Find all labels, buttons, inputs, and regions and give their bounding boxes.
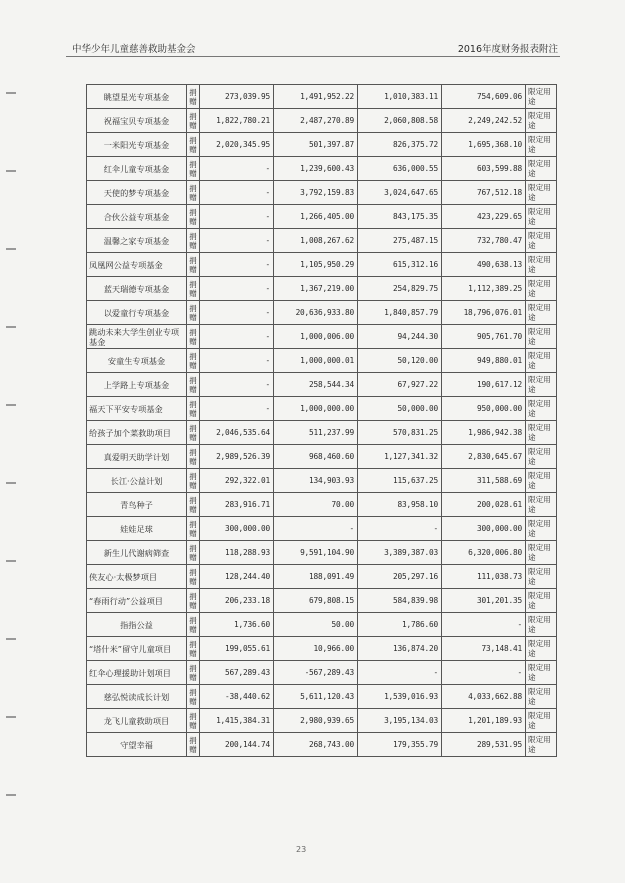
closing-balance-cell: 2,249,242.52: [442, 109, 526, 133]
binding-mark: [6, 248, 16, 250]
opening-balance-cell: -: [200, 373, 274, 397]
fund-name-cell: 真爱明天助学计划: [87, 445, 187, 469]
restriction-cell: 限定用途: [526, 397, 557, 421]
restriction-cell: 限定用途: [526, 349, 557, 373]
restriction-cell: 限定用途: [526, 541, 557, 565]
opening-balance-cell: -38,440.62: [200, 685, 274, 709]
decrease-cell: 826,375.72: [358, 133, 442, 157]
header-report-title: 2016年度财务报表附注: [457, 44, 558, 55]
fund-type-cell: 捐赠: [187, 253, 200, 277]
opening-balance-cell: -: [200, 181, 274, 205]
closing-balance-cell: 301,201.35: [442, 589, 526, 613]
fund-name-cell: 跳动未来大学生创业专项基金: [87, 325, 187, 349]
restriction-cell: 限定用途: [526, 493, 557, 517]
opening-balance-cell: -: [200, 397, 274, 421]
decrease-cell: 3,024,647.65: [358, 181, 442, 205]
fund-type-cell: 捐赠: [187, 541, 200, 565]
closing-balance-cell: 1,695,368.10: [442, 133, 526, 157]
decrease-cell: 1,010,383.11: [358, 85, 442, 109]
binding-mark: [6, 716, 16, 718]
decrease-cell: 254,829.75: [358, 277, 442, 301]
fund-name-cell: 合伙公益专项基金: [87, 205, 187, 229]
opening-balance-cell: 567,289.43: [200, 661, 274, 685]
fund-type-cell: 捐赠: [187, 349, 200, 373]
increase-cell: 50.00: [274, 613, 358, 637]
closing-balance-cell: 289,531.95: [442, 733, 526, 757]
closing-balance-cell: 905,761.70: [442, 325, 526, 349]
fund-name-cell: 长江·公益计划: [87, 469, 187, 493]
fund-table: [86, 84, 557, 757]
table-row: [87, 325, 557, 349]
fund-name-cell: 天使的梦专项基金: [87, 181, 187, 205]
decrease-cell: -: [358, 517, 442, 541]
fund-type-cell: 捐赠: [187, 685, 200, 709]
opening-balance-cell: 1,736.60: [200, 613, 274, 637]
decrease-cell: 83,958.10: [358, 493, 442, 517]
opening-balance-cell: 300,000.00: [200, 517, 274, 541]
fund-name-cell: 安童生专项基金: [87, 349, 187, 373]
table-row: [87, 85, 557, 109]
increase-cell: 20,636,933.80: [274, 301, 358, 325]
fund-name-cell: 眺望星光专项基金: [87, 85, 187, 109]
table-row: [87, 445, 557, 469]
closing-balance-cell: 754,609.06: [442, 85, 526, 109]
closing-balance-cell: 767,512.18: [442, 181, 526, 205]
fund-type-cell: 捐赠: [187, 325, 200, 349]
decrease-cell: 1,127,341.32: [358, 445, 442, 469]
fund-type-cell: 捐赠: [187, 373, 200, 397]
increase-cell: 3,792,159.83: [274, 181, 358, 205]
increase-cell: 10,966.00: [274, 637, 358, 661]
fund-name-cell: 一米阳光专项基金: [87, 133, 187, 157]
table-row: [87, 733, 557, 757]
restriction-cell: 限定用途: [526, 85, 557, 109]
binding-mark: [6, 482, 16, 484]
decrease-cell: 1,539,016.93: [358, 685, 442, 709]
decrease-cell: 115,637.25: [358, 469, 442, 493]
restriction-cell: 限定用途: [526, 157, 557, 181]
increase-cell: 1,491,952.22: [274, 85, 358, 109]
table-row: [87, 301, 557, 325]
closing-balance-cell: -: [442, 661, 526, 685]
table-row: [87, 469, 557, 493]
opening-balance-cell: -: [200, 229, 274, 253]
decrease-cell: 1,840,857.79: [358, 301, 442, 325]
decrease-cell: 636,000.55: [358, 157, 442, 181]
binding-mark: [6, 326, 16, 328]
decrease-cell: 1,786.60: [358, 613, 442, 637]
restriction-cell: 限定用途: [526, 445, 557, 469]
fund-type-cell: 捐赠: [187, 205, 200, 229]
opening-balance-cell: 2,020,345.95: [200, 133, 274, 157]
table-row: [87, 589, 557, 613]
opening-balance-cell: 200,144.74: [200, 733, 274, 757]
decrease-cell: 205,297.16: [358, 565, 442, 589]
decrease-cell: 67,927.22: [358, 373, 442, 397]
fund-type-cell: 捐赠: [187, 661, 200, 685]
decrease-cell: 3,195,134.03: [358, 709, 442, 733]
increase-cell: -: [274, 517, 358, 541]
decrease-cell: 50,000.00: [358, 397, 442, 421]
fund-type-cell: 捐赠: [187, 277, 200, 301]
restriction-cell: 限定用途: [526, 205, 557, 229]
fund-type-cell: 捐赠: [187, 397, 200, 421]
binding-mark: [6, 794, 16, 796]
decrease-cell: 94,244.30: [358, 325, 442, 349]
fund-name-cell: 福天下平安专项基金: [87, 397, 187, 421]
decrease-cell: 615,312.16: [358, 253, 442, 277]
increase-cell: 1,000,000.01: [274, 349, 358, 373]
restriction-cell: 限定用途: [526, 133, 557, 157]
increase-cell: 1,000,000.00: [274, 397, 358, 421]
fund-type-cell: 捐赠: [187, 229, 200, 253]
increase-cell: -567,289.43: [274, 661, 358, 685]
fund-name-cell: 上学路上专项基金: [87, 373, 187, 397]
table-row: [87, 181, 557, 205]
restriction-cell: 限定用途: [526, 109, 557, 133]
table-row: [87, 613, 557, 637]
fund-name-cell: 给孩子加个菜救助项目: [87, 421, 187, 445]
opening-balance-cell: 292,322.01: [200, 469, 274, 493]
decrease-cell: 179,355.79: [358, 733, 442, 757]
closing-balance-cell: 111,038.73: [442, 565, 526, 589]
opening-balance-cell: 1,822,780.21: [200, 109, 274, 133]
fund-type-cell: 捐赠: [187, 733, 200, 757]
fund-name-cell: 红伞心理援助计划项目: [87, 661, 187, 685]
increase-cell: 5,611,120.43: [274, 685, 358, 709]
decrease-cell: 136,874.20: [358, 637, 442, 661]
increase-cell: 511,237.99: [274, 421, 358, 445]
restriction-cell: 限定用途: [526, 229, 557, 253]
fund-name-cell: 温馨之家专项基金: [87, 229, 187, 253]
opening-balance-cell: 1,415,384.31: [200, 709, 274, 733]
decrease-cell: -: [358, 661, 442, 685]
fund-type-cell: 捐赠: [187, 613, 200, 637]
fund-name-cell: “春雨行动”公益项目: [87, 589, 187, 613]
restriction-cell: 限定用途: [526, 517, 557, 541]
increase-cell: 501,397.87: [274, 133, 358, 157]
fund-type-cell: 捐赠: [187, 469, 200, 493]
fund-type-cell: 捐赠: [187, 133, 200, 157]
fund-type-cell: 捐赠: [187, 493, 200, 517]
increase-cell: 1,367,219.00: [274, 277, 358, 301]
increase-cell: 1,239,600.43: [274, 157, 358, 181]
closing-balance-cell: 603,599.88: [442, 157, 526, 181]
fund-type-cell: 捐赠: [187, 565, 200, 589]
restriction-cell: 限定用途: [526, 565, 557, 589]
restriction-cell: 限定用途: [526, 589, 557, 613]
closing-balance-cell: 2,830,645.67: [442, 445, 526, 469]
fund-name-cell: 祝福宝贝专项基金: [87, 109, 187, 133]
closing-balance-cell: 18,796,076.01: [442, 301, 526, 325]
restriction-cell: 限定用途: [526, 613, 557, 637]
increase-cell: 679,808.15: [274, 589, 358, 613]
fund-type-cell: 捐赠: [187, 301, 200, 325]
decrease-cell: 275,487.15: [358, 229, 442, 253]
fund-name-cell: 蓝天瑞德专项基金: [87, 277, 187, 301]
decrease-cell: 584,839.98: [358, 589, 442, 613]
closing-balance-cell: 949,880.01: [442, 349, 526, 373]
restriction-cell: 限定用途: [526, 733, 557, 757]
fund-table-body: [87, 85, 557, 757]
opening-balance-cell: 118,288.93: [200, 541, 274, 565]
table-row: [87, 565, 557, 589]
closing-balance-cell: 200,028.61: [442, 493, 526, 517]
table-row: [87, 229, 557, 253]
decrease-cell: 3,389,387.03: [358, 541, 442, 565]
fund-type-cell: 捐赠: [187, 709, 200, 733]
table-row: [87, 157, 557, 181]
opening-balance-cell: -: [200, 349, 274, 373]
opening-balance-cell: 2,046,535.64: [200, 421, 274, 445]
increase-cell: 188,091.49: [274, 565, 358, 589]
closing-balance-cell: 950,000.00: [442, 397, 526, 421]
opening-balance-cell: 199,055.61: [200, 637, 274, 661]
restriction-cell: 限定用途: [526, 253, 557, 277]
table-row: [87, 493, 557, 517]
fund-type-cell: 捐赠: [187, 589, 200, 613]
header-org-name: 中华少年儿童慈善救助基金会: [72, 44, 196, 55]
restriction-cell: 限定用途: [526, 661, 557, 685]
opening-balance-cell: -: [200, 325, 274, 349]
fund-name-cell: 青鸟种子: [87, 493, 187, 517]
increase-cell: 1,008,267.62: [274, 229, 358, 253]
table-row: [87, 685, 557, 709]
opening-balance-cell: -: [200, 301, 274, 325]
fund-name-cell: 守望幸福: [87, 733, 187, 757]
restriction-cell: 限定用途: [526, 421, 557, 445]
increase-cell: 2,980,939.65: [274, 709, 358, 733]
opening-balance-cell: -: [200, 277, 274, 301]
fund-type-cell: 捐赠: [187, 157, 200, 181]
fund-name-cell: 新生儿代谢病筛查: [87, 541, 187, 565]
fund-type-cell: 捐赠: [187, 109, 200, 133]
table-row: [87, 349, 557, 373]
decrease-cell: 2,060,808.58: [358, 109, 442, 133]
fund-type-cell: 捐赠: [187, 517, 200, 541]
table-row: [87, 421, 557, 445]
table-row: [87, 277, 557, 301]
fund-name-cell: 以爱童行专项基金: [87, 301, 187, 325]
opening-balance-cell: 128,244.40: [200, 565, 274, 589]
fund-type-cell: 捐赠: [187, 85, 200, 109]
closing-balance-cell: 490,638.13: [442, 253, 526, 277]
closing-balance-cell: 1,201,189.93: [442, 709, 526, 733]
opening-balance-cell: 273,039.95: [200, 85, 274, 109]
table-row: [87, 253, 557, 277]
restriction-cell: 限定用途: [526, 469, 557, 493]
fund-type-cell: 捐赠: [187, 181, 200, 205]
binding-mark: [6, 404, 16, 406]
closing-balance-cell: 1,986,942.38: [442, 421, 526, 445]
closing-balance-cell: 6,320,006.80: [442, 541, 526, 565]
opening-balance-cell: -: [200, 157, 274, 181]
table-row: [87, 397, 557, 421]
closing-balance-cell: -: [442, 613, 526, 637]
binding-mark: [6, 560, 16, 562]
increase-cell: 9,591,104.90: [274, 541, 358, 565]
increase-cell: 2,487,270.89: [274, 109, 358, 133]
fund-name-cell: 娃娃足球: [87, 517, 187, 541]
table-row: [87, 109, 557, 133]
closing-balance-cell: 4,033,662.88: [442, 685, 526, 709]
decrease-cell: 50,120.00: [358, 349, 442, 373]
fund-name-cell: “塔什米”留守儿童项目: [87, 637, 187, 661]
fund-name-cell: 慈弘悦读成长计划: [87, 685, 187, 709]
table-row: [87, 709, 557, 733]
table-row: [87, 661, 557, 685]
closing-balance-cell: 732,780.47: [442, 229, 526, 253]
increase-cell: 70.00: [274, 493, 358, 517]
fund-name-cell: 指指公益: [87, 613, 187, 637]
fund-name-cell: 凤凰网公益专项基金: [87, 253, 187, 277]
closing-balance-cell: 73,148.41: [442, 637, 526, 661]
restriction-cell: 限定用途: [526, 637, 557, 661]
header-rule: [66, 56, 560, 57]
table-row: [87, 541, 557, 565]
opening-balance-cell: -: [200, 205, 274, 229]
restriction-cell: 限定用途: [526, 181, 557, 205]
binding-mark: [6, 92, 16, 94]
restriction-cell: 限定用途: [526, 373, 557, 397]
increase-cell: 1,266,405.00: [274, 205, 358, 229]
table-row: [87, 637, 557, 661]
binding-mark: [6, 170, 16, 172]
table-row: [87, 373, 557, 397]
restriction-cell: 限定用途: [526, 685, 557, 709]
fund-type-cell: 捐赠: [187, 445, 200, 469]
increase-cell: 1,105,950.29: [274, 253, 358, 277]
closing-balance-cell: 300,000.00: [442, 517, 526, 541]
fund-name-cell: 侠友心·太极梦项目: [87, 565, 187, 589]
page-number: 23: [296, 845, 307, 854]
opening-balance-cell: 2,989,526.39: [200, 445, 274, 469]
closing-balance-cell: 311,588.69: [442, 469, 526, 493]
opening-balance-cell: -: [200, 253, 274, 277]
opening-balance-cell: 206,233.18: [200, 589, 274, 613]
fund-type-cell: 捐赠: [187, 637, 200, 661]
fund-name-cell: 红伞儿童专项基金: [87, 157, 187, 181]
restriction-cell: 限定用途: [526, 325, 557, 349]
fund-type-cell: 捐赠: [187, 421, 200, 445]
increase-cell: 258,544.34: [274, 373, 358, 397]
decrease-cell: 570,831.25: [358, 421, 442, 445]
increase-cell: 1,000,006.00: [274, 325, 358, 349]
closing-balance-cell: 423,229.65: [442, 205, 526, 229]
increase-cell: 134,903.93: [274, 469, 358, 493]
restriction-cell: 限定用途: [526, 709, 557, 733]
decrease-cell: 843,175.35: [358, 205, 442, 229]
closing-balance-cell: 190,617.12: [442, 373, 526, 397]
table-row: [87, 205, 557, 229]
restriction-cell: 限定用途: [526, 301, 557, 325]
restriction-cell: 限定用途: [526, 277, 557, 301]
fund-name-cell: 龙飞儿童救助项目: [87, 709, 187, 733]
table-row: [87, 133, 557, 157]
closing-balance-cell: 1,112,389.25: [442, 277, 526, 301]
increase-cell: 968,460.60: [274, 445, 358, 469]
binding-mark: [6, 638, 16, 640]
opening-balance-cell: 283,916.71: [200, 493, 274, 517]
table-row: [87, 517, 557, 541]
increase-cell: 268,743.00: [274, 733, 358, 757]
